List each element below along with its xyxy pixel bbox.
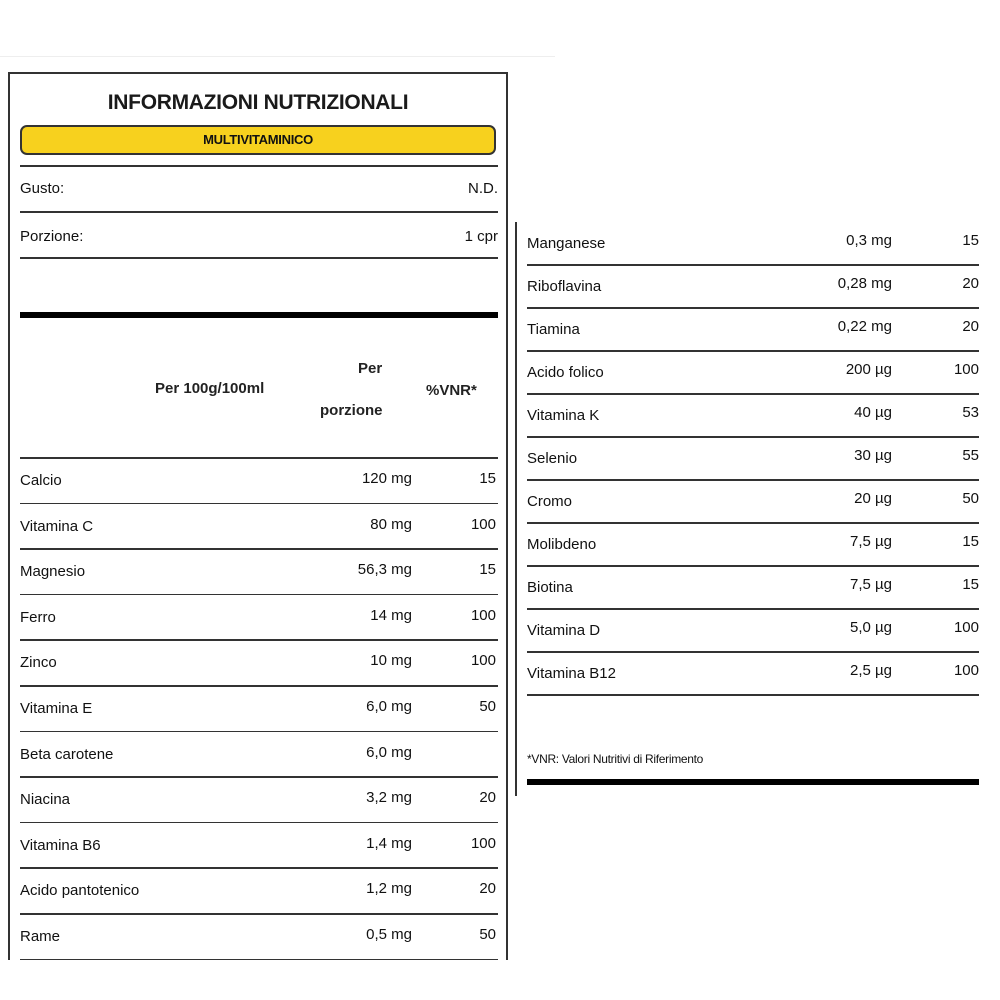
nutrient-per: 0,3 mg: [846, 232, 892, 249]
nutrient-per: 10 mg: [370, 652, 412, 670]
nutrient-name: Vitamina B12: [527, 665, 616, 682]
thick-divider: [20, 312, 498, 318]
nutrition-panel-right: [515, 222, 985, 796]
table-row: [527, 394, 979, 437]
divider: [20, 165, 498, 167]
table-row: [20, 777, 498, 821]
nutrient-per: 40 µg: [854, 404, 892, 421]
nutrient-vnr: 100: [470, 652, 496, 670]
table-row: [20, 823, 498, 867]
nutrient-name: Vitamina B6: [20, 836, 101, 854]
nutrient-vnr: 100: [470, 515, 496, 533]
nutrient-vnr: 15: [962, 576, 979, 593]
gusto-label: Gusto:: [20, 180, 65, 197]
nutrient-vnr: 53: [962, 404, 979, 421]
nutrient-name: Manganese: [527, 235, 606, 252]
nutrient-vnr: 100: [470, 606, 496, 624]
table-row: [527, 566, 979, 609]
nutrient-per: 30 µg: [854, 447, 892, 464]
nutrient-vnr: 50: [479, 698, 496, 715]
header-per-line2: porzione: [320, 402, 383, 419]
table-row: [20, 732, 498, 776]
table-row: [20, 868, 498, 912]
header-per100: Per 100g/100ml: [155, 380, 265, 397]
table-row: [527, 308, 979, 351]
nutrient-name: Cromo: [527, 493, 573, 510]
nutrient-name: Molibdeno: [527, 536, 597, 553]
nutrient-name: Acido folico: [527, 364, 604, 381]
nutrient-per: 7,5 µg: [849, 576, 892, 593]
nutrient-name: Tiamina: [527, 321, 580, 338]
table-row: [527, 265, 979, 308]
nutrient-vnr: 20: [962, 275, 979, 292]
nutrient-name: Vitamina K: [527, 407, 600, 424]
nutrient-name: Vitamina D: [527, 622, 601, 639]
nutrient-vnr: 20: [479, 789, 496, 807]
table-row: [20, 640, 498, 684]
table-row: [527, 523, 979, 566]
nutrient-name: Beta carotene: [20, 745, 114, 763]
nutrient-name: Ferro: [20, 608, 56, 626]
nutrient-per: 1,4 mg: [366, 834, 412, 852]
footnote: *VNR: Valori Nutritivi di Riferimento: [527, 752, 704, 766]
table-row: [527, 222, 979, 265]
nutrient-name: Vitamina E: [20, 700, 93, 717]
nutrient-vnr: 15: [962, 533, 979, 550]
nutrient-per: 0,5 mg: [366, 926, 412, 943]
nutrient-vnr: 50: [962, 490, 979, 507]
nutrient-per: 14 mg: [370, 606, 412, 624]
thick-divider-bottom: [527, 779, 979, 785]
nutrient-name: Niacina: [20, 791, 71, 809]
table-row: [527, 351, 979, 394]
nutrient-vnr: 100: [953, 662, 979, 679]
header-per-line1: Per: [358, 360, 383, 377]
table-row: [20, 914, 498, 958]
nutrient-vnr: 55: [962, 447, 979, 464]
table-row: [20, 686, 498, 730]
porzione-value: 1 cpr: [464, 228, 498, 245]
nutrient-per: 0,28 mg: [837, 275, 892, 292]
porzione-label: Porzione:: [20, 228, 84, 245]
product-name-badge: MULTIVITAMINICO: [20, 125, 496, 155]
table-row: [527, 437, 979, 480]
nutrient-vnr: 15: [479, 561, 496, 579]
nutrient-name: Zinco: [20, 654, 57, 672]
nutrient-vnr: 50: [479, 926, 496, 943]
nutrient-per: 6,0 mg: [366, 743, 412, 761]
nutrient-name: Biotina: [527, 579, 573, 596]
nutrient-per: 0,22 mg: [837, 318, 892, 335]
row-divider: [20, 959, 498, 961]
label-title: INFORMAZIONI NUTRIZIONALI: [107, 91, 409, 114]
header-vnr: %VNR*: [426, 382, 477, 399]
nutrient-name: Rame: [20, 928, 61, 945]
nutrient-per: 120 mg: [361, 470, 412, 487]
nutrient-vnr: 100: [953, 361, 979, 378]
nutrient-per: 56,3 mg: [357, 561, 412, 579]
nutrient-vnr: 100: [953, 619, 979, 636]
table-row: [20, 504, 498, 548]
table-row: [20, 549, 498, 593]
table-row: [527, 609, 979, 652]
nutrient-per: 6,0 mg: [366, 698, 412, 715]
nutrient-per: 2,5 µg: [849, 662, 892, 679]
nutrient-per: 200 µg: [845, 361, 892, 378]
nutrient-name: Acido pantotenico: [20, 882, 140, 900]
nutrient-vnr: 100: [470, 834, 496, 852]
nutrient-per: 7,5 µg: [849, 533, 892, 550]
nutrient-per: 80 mg: [370, 515, 412, 533]
nutrient-name: Selenio: [527, 450, 578, 467]
table-row: [20, 595, 498, 639]
table-row: [20, 458, 498, 502]
gusto-value: N.D.: [468, 180, 498, 197]
nutrient-per: 1,2 mg: [366, 880, 412, 898]
nutrient-name: Vitamina C: [20, 517, 94, 535]
nutrient-name: Riboflavina: [527, 278, 602, 295]
nutrient-per: 20 µg: [854, 490, 892, 507]
top-divider: [0, 56, 555, 57]
table-row: [527, 652, 979, 695]
nutrient-vnr: 20: [962, 318, 979, 335]
nutrient-vnr: 15: [962, 232, 979, 249]
nutrient-vnr: 15: [479, 470, 496, 487]
nutrient-name: Magnesio: [20, 563, 86, 581]
row-divider: [527, 694, 979, 696]
nutrient-vnr: 20: [479, 880, 496, 898]
nutrient-per: 5,0 µg: [849, 619, 892, 636]
divider: [20, 257, 498, 259]
nutrient-name: Calcio: [20, 472, 62, 489]
divider: [20, 211, 498, 213]
table-row: [527, 480, 979, 523]
nutrient-per: 3,2 mg: [366, 789, 412, 807]
nutrition-panel-left: [8, 72, 508, 960]
